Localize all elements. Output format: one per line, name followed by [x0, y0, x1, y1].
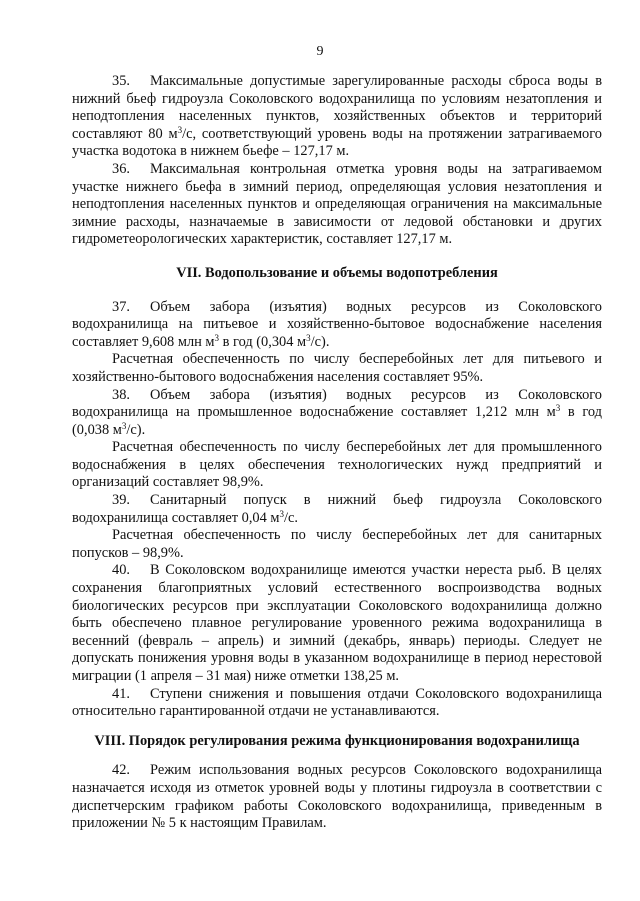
page-number: 9: [316, 44, 324, 59]
paragraph-text: Максимальные допустимые зарегулированные расходы сброса воды в нижний бьеф гидроузла Соколовского водохранилища по условиям незатопления и неподтопления населенных пунктов, хозяйственных объектов и территорий составляют 80 м: [72, 73, 602, 142]
paragraph-35: [72, 73, 602, 161]
paragraph-text: /с.: [284, 509, 298, 526]
paragraph-38: [72, 387, 602, 440]
section-heading-vii: VII. Водопользование и объемы водопотребления: [176, 264, 498, 281]
paragraph-36: [72, 161, 602, 249]
paragraph-42: [72, 762, 602, 832]
item-number: 38.: [112, 386, 130, 403]
paragraph-text: /с).: [310, 333, 330, 350]
section-heading-viii: VIII. Порядок регулирования режима функционирования водохранилища: [94, 732, 580, 749]
paragraph-39-note: Расчетная обеспеченность по числу бесперебойных лет для санитарных попусков – 98,9%.: [72, 527, 602, 561]
paragraph-37: [72, 299, 602, 352]
superscript: 3: [279, 508, 285, 519]
item-number: 37.: [112, 298, 130, 315]
paragraph-text: /с, соответствующий уровень воды на протяжении затрагиваемого участка водотока в нижнем бьефе – 127,17 м.: [72, 125, 602, 160]
item-number: 35.: [112, 73, 130, 89]
superscript: 3: [306, 332, 311, 343]
paragraph-text: Ступени снижения и повышения отдачи Соколовского водохранилища относительно гарантированной отдачи не устанавливаются.: [72, 685, 602, 720]
document-body: [72, 73, 602, 833]
item-number: 36.: [112, 160, 130, 177]
paragraph-text: Режим использования водных ресурсов Соколовского водохранилища назначается исходя из отметок уровней воды у плотины гидроузла в соответствии с диспетчерским графиком работы Соколовского водохранилища, приведенным в приложении № 5 к настоящим Правилам.: [72, 762, 602, 832]
paragraph-text: Максимальная контрольная отметка уровня воды на затрагиваемом участке нижнего бьефа в зимний период, определяющая условия незатопления и неподтопления населенных пунктов и определяющая ограничения на максимальные зимние расходы, назначаемые в зависимости от ледовой обстановки и других гидрометеорологических характеристик, составляет 127,17 м.: [72, 160, 602, 248]
superscript: 3: [214, 332, 220, 343]
superscript: 3: [177, 124, 183, 135]
paragraph-40: [72, 562, 602, 685]
item-number: 41.: [112, 685, 130, 702]
paragraph-text: Объем забора (изъятия) водных ресурсов из Соколовского водохранилища на питьевое и хозяйственно-бытовое водоснабжение населения составляет 9,608 млн м: [72, 298, 602, 350]
paragraph-text: В Соколовском водохранилище имеются участки нереста рыб. В целях сохранения благоприятных условий естественного воспроизводства водных биологических ресурсов при эксплуатации Соколовского водохранилища должно быть обеспечено плавное регулирование уровенного режима водохранилища в весенний (февраль – апрель) и зимний (декабрь, январь) периоды. Следует не допускать понижения уровня воды в указанном водохранилище в период нерестовой миграции (1 апреля – 31 мая) ниже отметки 138,25 м.: [72, 562, 602, 684]
item-number: 39.: [112, 492, 130, 509]
paragraph-text: Объем забора (изъятия) водных ресурсов из Соколовского водохранилища на промышленное водоснабжение составляет 1,212 млн м: [72, 386, 602, 421]
paragraph-text: в год (0,304 м: [219, 333, 307, 350]
paragraph-text: /с).: [126, 421, 146, 438]
paragraph-39: [72, 492, 602, 527]
paragraph-text: Санитарный попуск в нижний бьеф гидроузла Соколовского водохранилища составляет 0,04 м: [72, 492, 602, 526]
paragraph-41: [72, 686, 602, 721]
paragraph-text: в год (0,038 м: [72, 404, 602, 438]
paragraph-37-note: Расчетная обеспеченность по числу бесперебойных лет для питьевого и хозяйственно-бытового водоснабжения населения составляет 95%.: [72, 351, 602, 385]
item-number: 40.: [112, 562, 130, 579]
superscript: 3: [121, 420, 127, 431]
paragraph-38-note: Расчетная обеспеченность по числу бесперебойных лет для промышленного водоснабжения в целях обеспечения технологических нужд предприятий и организаций составляет 98,9%.: [72, 439, 602, 491]
item-number: 42.: [112, 762, 130, 779]
superscript: 3: [555, 403, 561, 414]
